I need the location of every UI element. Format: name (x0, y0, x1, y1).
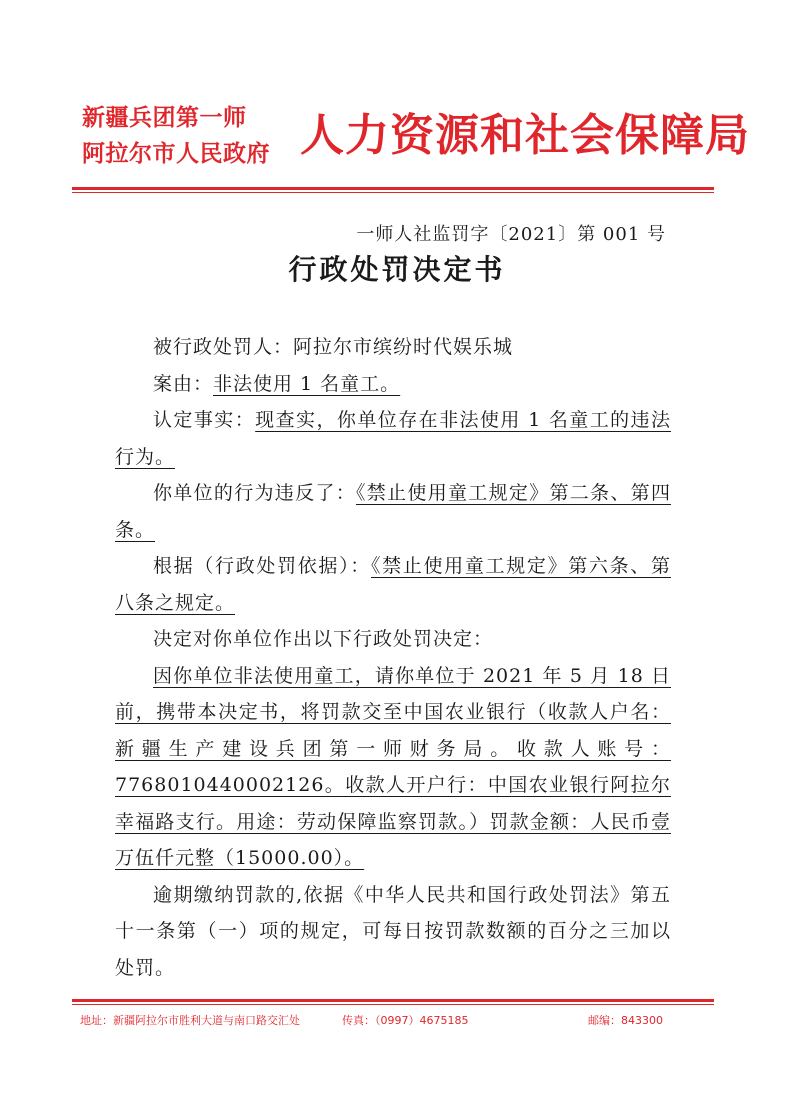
party-label: 被行政处罚人： (153, 336, 294, 358)
issuer-line-2: 阿拉尔市人民政府 (82, 140, 270, 167)
footer-fax: 传真：（0997）4675185 (342, 1014, 469, 1027)
document-body (115, 329, 671, 986)
header-divider (72, 187, 714, 190)
facts-text: 现查实，你单位存在非法使用 1 名童工的违法行为。 (115, 409, 671, 468)
facts-paragraph (115, 402, 671, 475)
party-name: 阿拉尔市缤纷时代娱乐城 (293, 336, 514, 358)
footer-divider (72, 999, 714, 1002)
decision-paragraph (115, 658, 671, 877)
bureau-name: 人力资源和社会保障局 (300, 110, 750, 161)
party-paragraph (115, 329, 671, 366)
issuer-names (82, 100, 300, 172)
cause-label: 案由： (153, 372, 214, 395)
document-number: 一师人社监罚字〔2021〕第 001 号 (356, 224, 666, 245)
footer-address: 地址：新疆阿拉尔市胜利大道与南口路交汇处 (80, 1014, 300, 1027)
overdue-paragraph: 逾期缴纳罚款的,依据《中华人民共和国行政处罚法》第五十一条第（一）项的规定，可每日按罚款数额的百分之三加以处罚。 (115, 883, 671, 979)
basis-text: 《禁止使用童工规定》第六条、第八条之规定。 (115, 555, 671, 614)
cause-text: 非法使用 1 名童工。 (213, 372, 401, 395)
footer-postcode: 邮编：843300 (588, 1014, 663, 1027)
decision-intro: 决定对你单位作出以下行政处罚决定： (153, 628, 494, 650)
decision-text: 因你单位非法使用童工，请你单位于 2021 年 5 月 18 日前，携带本决定书，将罚款交至中国农业银行（收款人户名：新疆生产建设兵团第一师财务局。收款人账号：7768010440002126。收款人开户行：中国农业银行阿拉尔幸福路支行。用途：劳动保障监察罚款。）罚款金额：人民币壹万伍仟元整（15000.00）。 (115, 664, 671, 869)
document-title: 行政处罚决定书 (288, 253, 506, 286)
basis-paragraph (115, 548, 671, 621)
cause-paragraph (115, 366, 671, 403)
facts-label: 认定事实： (153, 409, 256, 431)
footer-divider-thin (72, 1004, 714, 1005)
basis-prefix: 根据（行政处罚依据）： (153, 555, 371, 577)
header-divider-thin (72, 192, 714, 193)
violation-text: 《禁止使用童工规定》第二条、第四条。 (115, 482, 671, 541)
violation-paragraph (115, 475, 671, 548)
violation-prefix: 你单位的行为违反了： (153, 482, 356, 504)
issuer-line-1: 新疆兵团第一师 (82, 104, 247, 131)
